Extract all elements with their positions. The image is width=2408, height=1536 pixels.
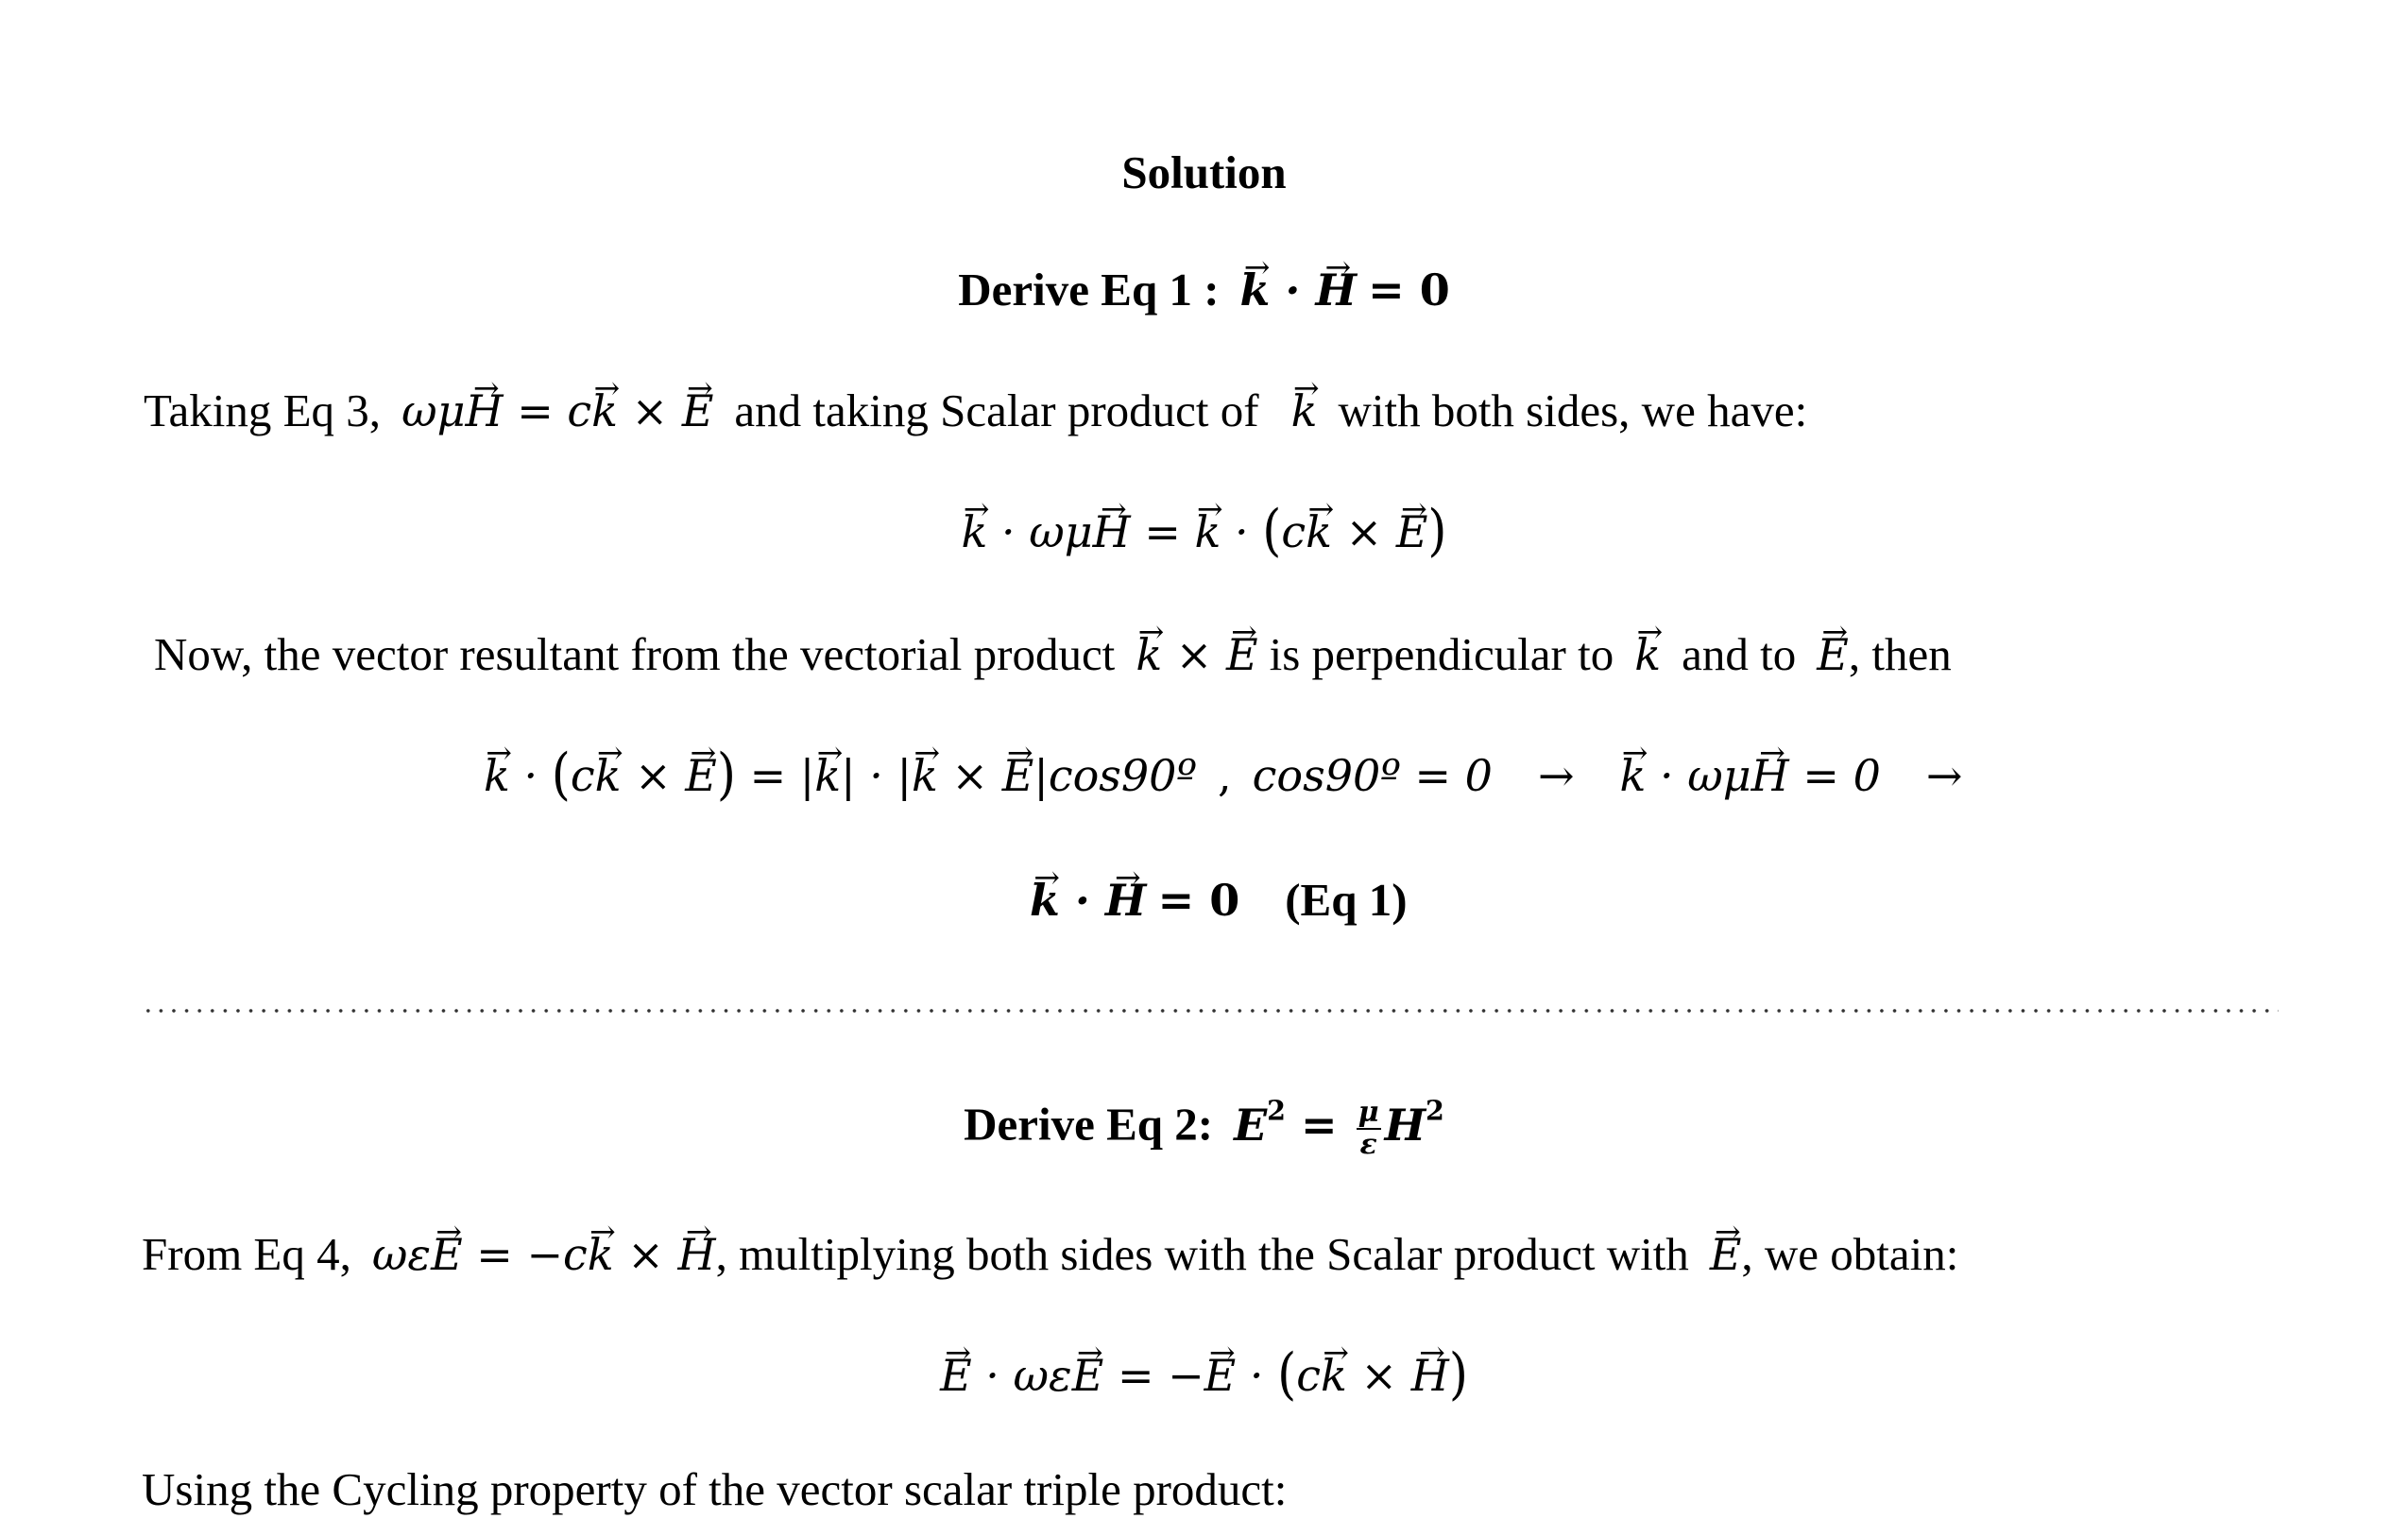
eq1-result: → k · → H = 0 (Eq 1) [1030,877,1408,923]
eq2-para1-end: , we obtain: [1741,1228,1959,1280]
eq1-para2-and: and to [1682,628,1797,680]
e-vector-inline: → E [1817,629,1849,680]
eq1-para2-mid: is perpendicular to [1269,628,1614,680]
eq2-paragraph-2: Using the Cycling property of the vector scalar triple product: [142,1463,1288,1515]
eq4-formula: ωε→ E = −c→ k × → H [372,1229,716,1280]
eq1-para1-start: Taking Eq 3, [144,384,382,436]
eq1-result-formula: → k · → H [1030,875,1146,926]
eq1-result-tag: (Eq 1) [1285,874,1408,926]
eq2-frac-num: μ [1358,1096,1379,1129]
eq1-heading-formula: → k · → H [1240,265,1357,316]
cross-product-inline: → k × → E [1136,629,1257,680]
eq1-para2-start: Now, the vector resultant from the vectorial product [154,628,1116,680]
eq2-heading-formula: $E^2$ = $\frac{\mu}{\varepsilon}$ $H^2$ [1234,1094,1444,1161]
eq1-paragraph-1 [144,384,1808,436]
eq3-formula: ωμ→ H = c→ k × → E [401,385,713,436]
k-vector-inline: → k [1291,385,1318,436]
eq2-para1-start: From Eq 4, [142,1228,351,1280]
dotted-separator [142,1008,2279,1014]
eq1-heading-label: Derive Eq 1 : [958,264,1220,316]
eq1-heading [0,264,2408,316]
eq2-paragraph-1 [142,1228,1959,1280]
eq1-paragraph-2 [154,628,1952,680]
cos-zero-text: cos90º = 0 [1252,750,1493,801]
eq2-dot-product-equation: → E · ωε→ E = −→ E · (c→ k × → H) [0,1351,2408,1400]
solution-heading: Solution [1121,146,1287,198]
k-vector-inline-2: → k [1634,629,1661,680]
eq1-para1-end: with both sides, we have: [1338,384,1808,436]
eq2-heading-label: Derive Eq 2: [964,1098,1214,1151]
eq2-para1-mid: , multiplying both sides with the Scalar product with [715,1228,1689,1280]
eq2-heading [0,1094,2408,1161]
eq1-para2-end: , then [1848,628,1952,680]
eq1-heading-rhs: = 0 [1368,265,1450,316]
eq1-dot-product-equation: → k · ωμ→ H = → k · (c→ k × → E) [0,507,2408,556]
e-vector-inline-2: → E [1710,1229,1742,1280]
cos-text: cos90º [1048,750,1198,801]
eq1-para1-mid: and taking Scalar product of [734,384,1259,436]
eq2-frac-den: ε [1359,1127,1377,1161]
eq1-magnitude-equation: → k · (c→ k × → E) = |→ k| · |→ k × → E|cos90º , cos90º = 0 →→ k · ωμ→ H = 0 → [484,751,1962,800]
